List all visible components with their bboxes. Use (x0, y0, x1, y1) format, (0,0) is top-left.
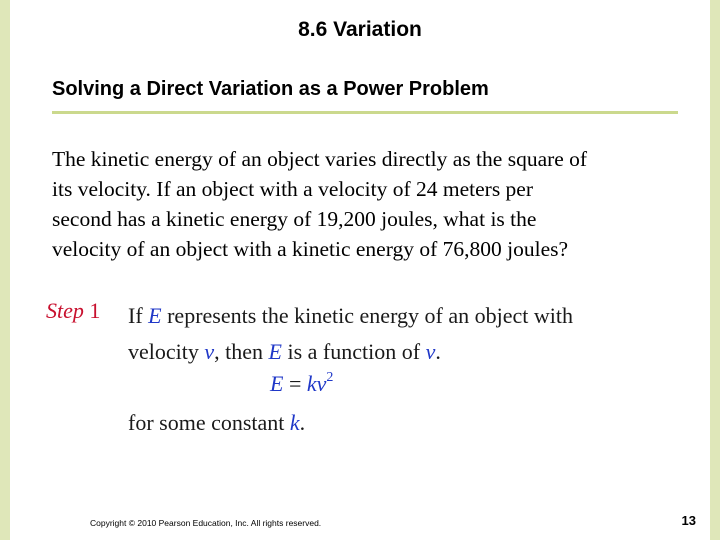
problem-line-4: velocity of an object with a kinetic energy of 76,800 joules? (52, 237, 569, 261)
variable-v: v (425, 339, 436, 364)
slide-title: 8.6 Variation (298, 18, 422, 41)
step-line-2 (128, 334, 573, 370)
problem-line-3: second has a kinetic energy of 19,200 joules, what is the (52, 207, 537, 231)
text-segment: for some constant (128, 410, 290, 435)
problem-line-2: its velocity. If an object with a velocity of 24 meters per (52, 177, 534, 201)
copyright-notice: Copyright © 2010 Pearson Education, Inc. All rights reserved. (90, 518, 322, 528)
equation-v: v (316, 371, 327, 396)
text-segment: is a function of (281, 339, 426, 364)
text-segment: velocity (128, 339, 205, 364)
text-segment: If (128, 303, 149, 328)
equation-lhs: E (270, 371, 284, 396)
equation (270, 370, 333, 397)
text-segment: . (299, 410, 306, 435)
problem-line-1: The kinetic energy of an object varies directly as the square of (52, 147, 588, 171)
equation-k: k (306, 371, 317, 396)
right-accent-bar (710, 0, 720, 540)
equation-exponent: 2 (326, 370, 334, 385)
variable-E: E (268, 339, 282, 364)
variable-E: E (148, 303, 162, 328)
text-segment: . (435, 339, 441, 364)
step-label (46, 298, 100, 324)
left-accent-bar (0, 0, 10, 540)
step-1-text (128, 298, 573, 370)
page-number: 13 (681, 513, 696, 528)
step-number: 1 (89, 298, 101, 323)
subtitle-divider (52, 111, 678, 114)
step-line-3 (128, 410, 305, 436)
variable-k: k (289, 410, 300, 435)
variable-v: v (204, 339, 215, 364)
problem-statement (52, 144, 672, 264)
step-line-1 (128, 298, 573, 334)
text-segment: represents the kinetic energy of an object with (161, 303, 573, 328)
step-word: Step (46, 298, 84, 323)
equation-equals: = (283, 371, 307, 396)
slide-subtitle: Solving a Direct Variation as a Power Problem (52, 78, 489, 100)
text-segment: , then (214, 339, 269, 364)
